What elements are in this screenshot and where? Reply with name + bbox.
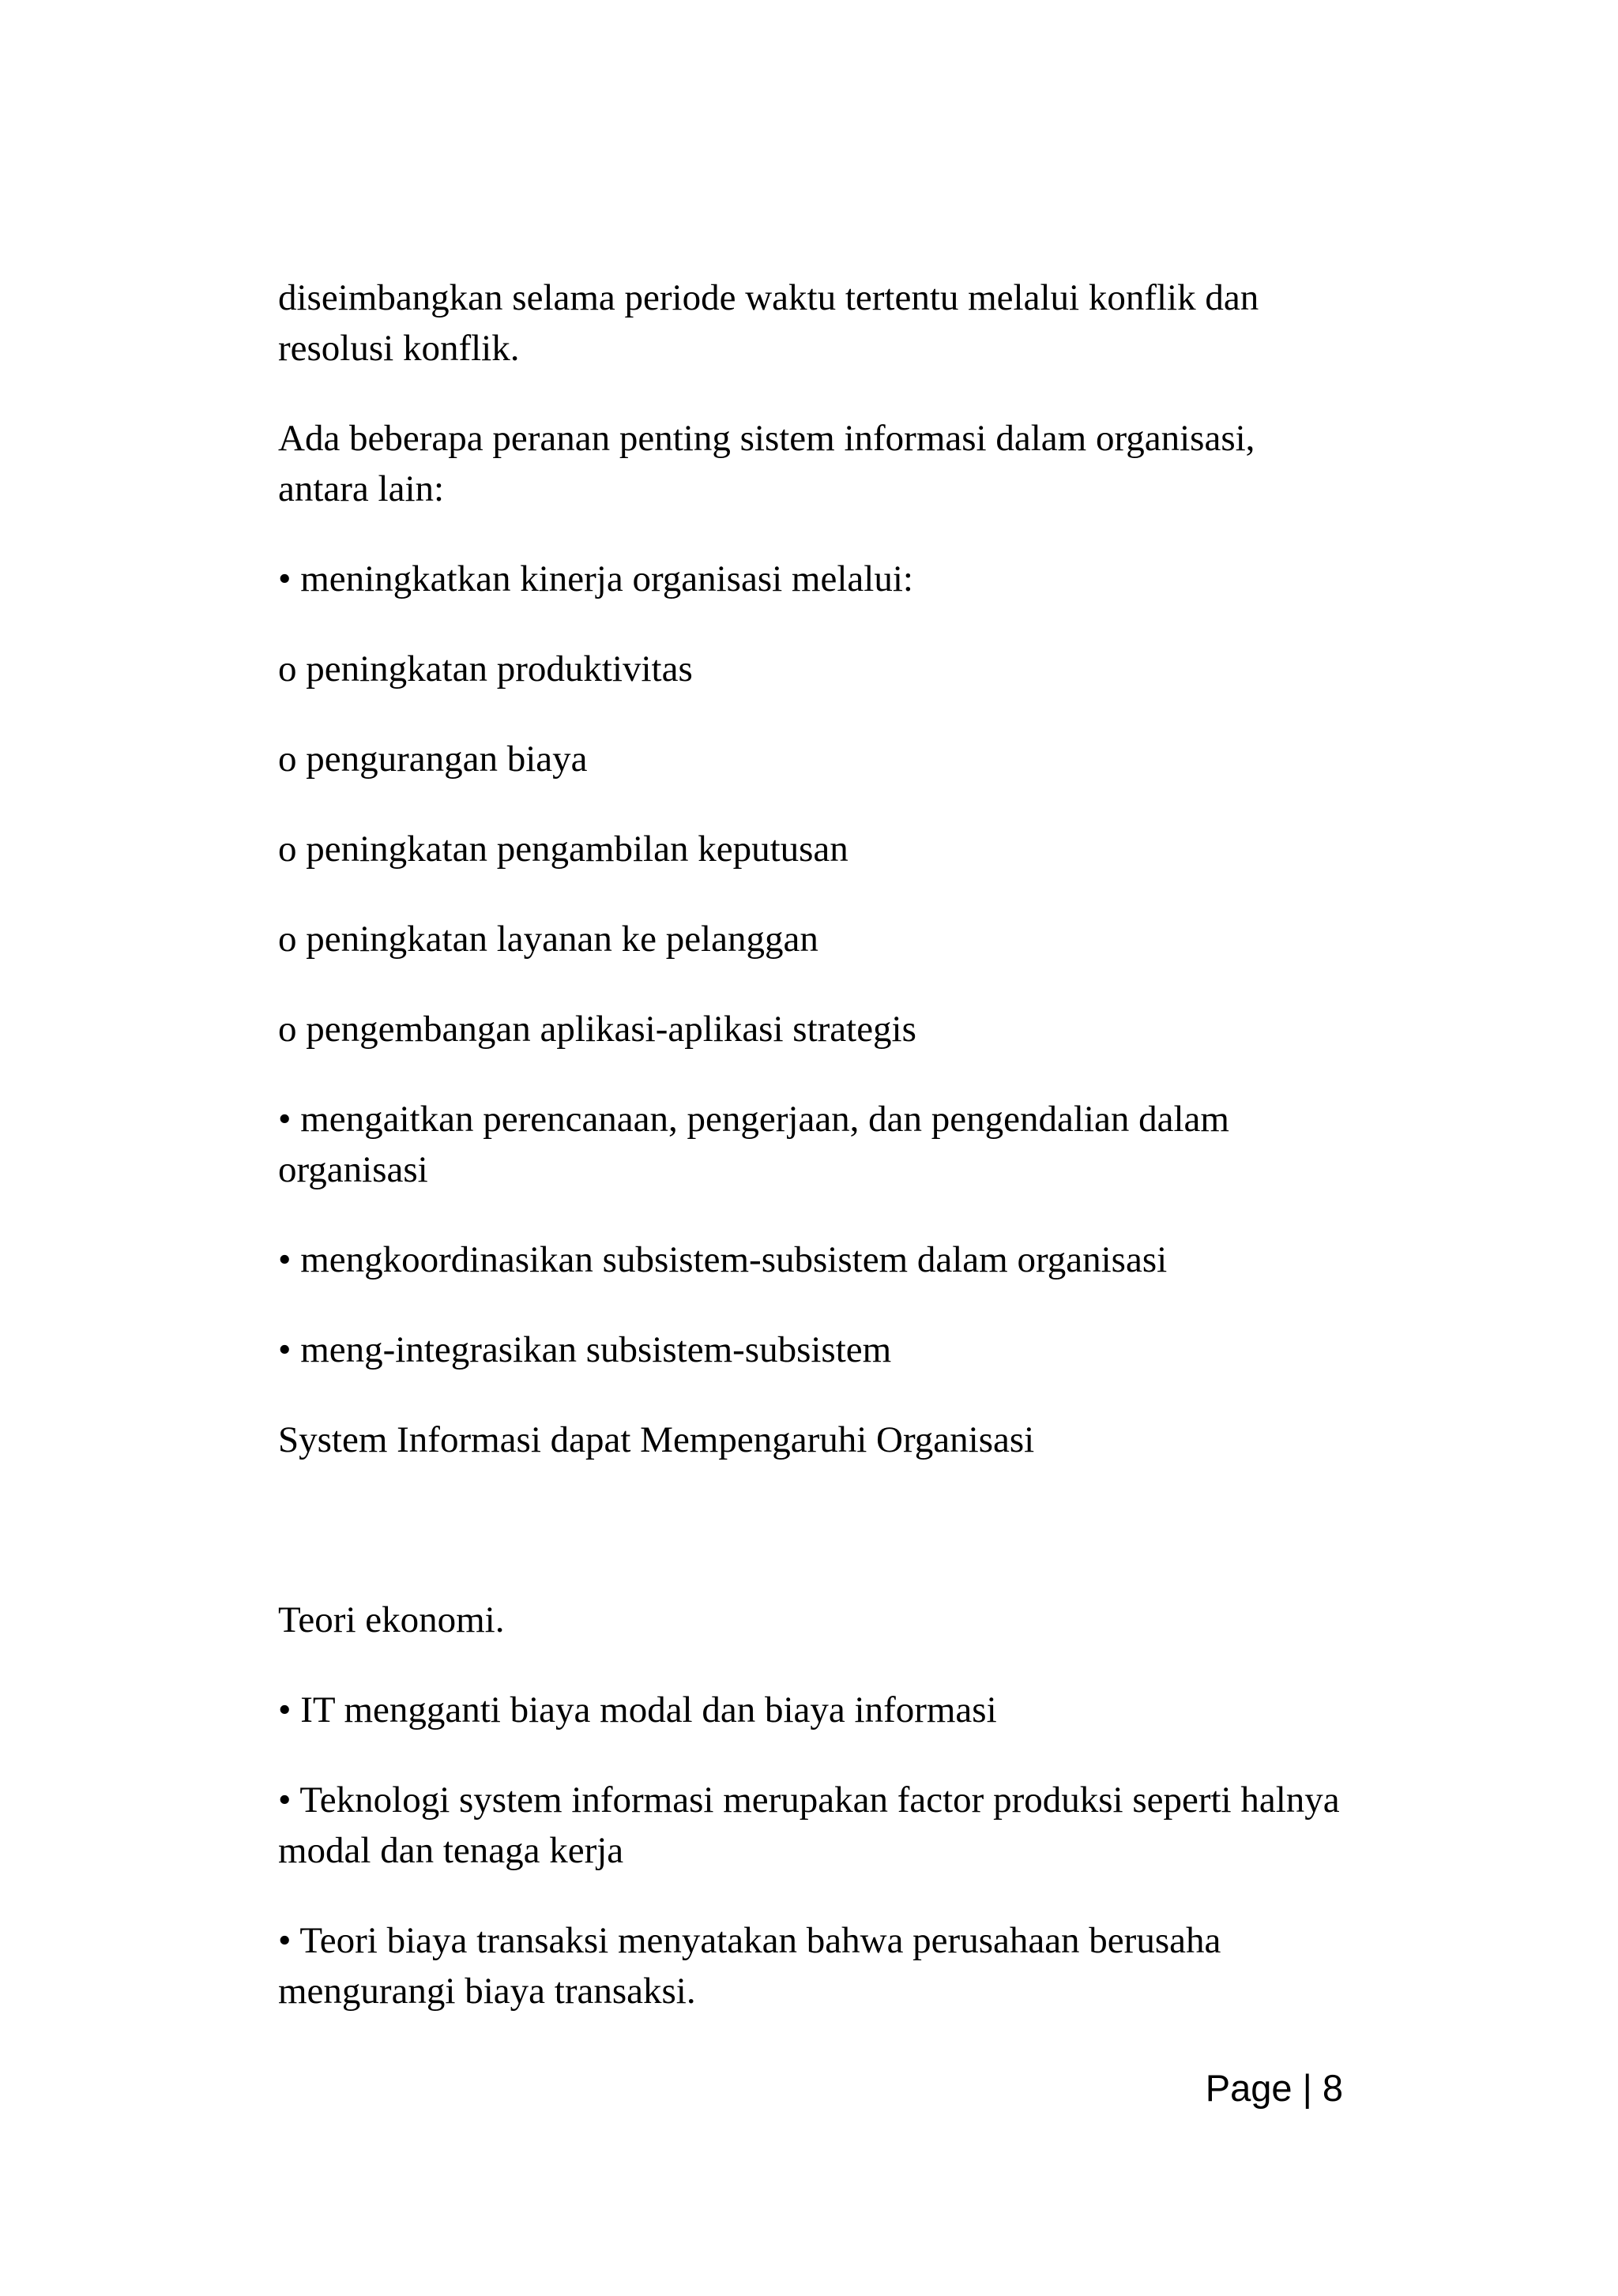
bullet-integration: • meng-integrasikan subsistem-subsistem (278, 1329, 892, 1370)
bullet-it-cost: • IT mengganti biaya modal dan biaya informasi (278, 1689, 997, 1730)
paragraph-conflict-resolution: diseimbangkan selama periode waktu tertentu melalui konflik dan resolusi konflik. (278, 277, 1259, 369)
page-body (278, 272, 1353, 2056)
blank-space (278, 1505, 1353, 1595)
section-heading-influence: System Informasi dapat Mempengaruhi Organisasi (278, 1419, 1035, 1460)
bullet-planning-control: • mengaitkan perencanaan, pengerjaan, dan pengendalian dalam organisasi (278, 1099, 1229, 1190)
subitem-customer-service: o peningkatan layanan ke pelanggan (278, 919, 818, 960)
subitem-productivity: o peningkatan produktivitas (278, 648, 693, 690)
subitem-decision-making: o peningkatan pengambilan keputusan (278, 829, 849, 870)
subitem-cost-reduction: o pengurangan biaya (278, 738, 588, 780)
page-number: Page | 8 (1205, 2067, 1343, 2109)
bullet-transaction-cost: • Teori biaya transaksi menyatakan bahwa perusahaan berusaha mengurangi biaya transaksi. (278, 1920, 1221, 2012)
paragraph-roles-intro: Ada beberapa peranan penting sistem informasi dalam organisasi, antara lain: (278, 418, 1255, 509)
bullet-coordination: • mengkoordinasikan subsistem-subsistem dalam organisasi (278, 1239, 1168, 1280)
bullet-production-factor: • Teknologi system informasi merupakan factor produksi seperti halnya modal dan tenaga kerja (278, 1779, 1340, 1871)
subitem-strategic-apps: o pengembangan aplikasi-aplikasi strategis (278, 1009, 916, 1050)
bullet-performance: • meningkatkan kinerja organisasi melalui: (278, 558, 913, 599)
section-heading-economic-theory: Teori ekonomi. (278, 1599, 505, 1640)
